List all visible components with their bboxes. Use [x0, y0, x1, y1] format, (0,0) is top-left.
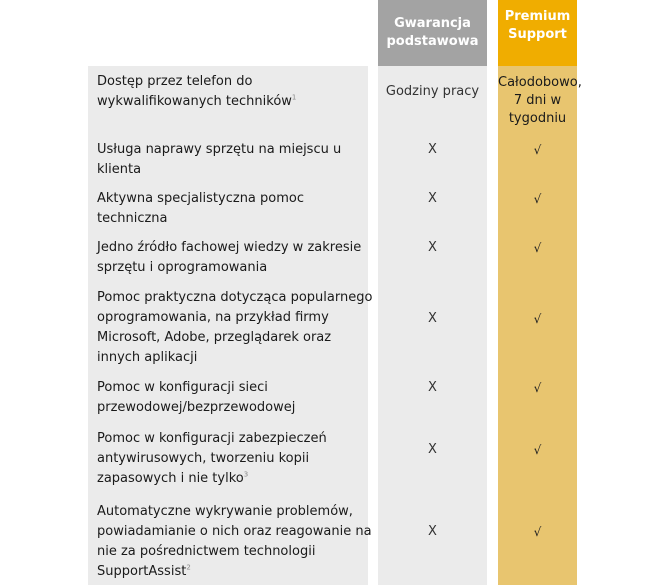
feature-text: Aktywna specjalistyczna pomoc techniczna: [97, 191, 304, 226]
basic-cell: X: [428, 380, 437, 395]
feature-text: Jedno źródło fachowej wiedzy w zakresie sprzętu i oprogramowania: [97, 240, 362, 275]
premium-check-icon: √: [533, 312, 542, 326]
premium-check-icon: √: [533, 381, 542, 395]
feature-cell: [97, 288, 377, 368]
basic-cell: Godziny pracy: [385, 84, 480, 99]
footnote-ref: 1: [291, 93, 297, 102]
header-premium-line1: Premium: [504, 9, 571, 24]
header-basic-warranty: [378, 0, 487, 66]
feature-cell: [97, 238, 377, 278]
feature-cell: [97, 502, 377, 582]
header-basic-line2: podstawowa: [386, 34, 479, 49]
feature-text: Automatyczne wykrywanie problemów, powiadamianie o nich oraz reagowanie na nie za pośrednictwem technologii SupportAssist: [97, 504, 372, 579]
feature-text: Pomoc w konfiguracji sieci przewodowej/bezprzewodowej: [97, 380, 296, 415]
feature-text: Usługa naprawy sprzętu na miejscu u klienta: [97, 142, 342, 177]
feature-cell: [97, 189, 377, 229]
basic-cell: X: [428, 311, 437, 326]
feature-cell: [97, 72, 377, 112]
header-premium-line2: Support: [508, 27, 567, 42]
premium-check-icon: √: [533, 241, 542, 255]
basic-cell: X: [428, 524, 437, 539]
feature-cell: [97, 378, 377, 418]
header-basic-line1: Gwarancja: [394, 16, 471, 31]
basic-cell: X: [428, 191, 437, 206]
feature-text: Pomoc praktyczna dotycząca popularnego oprogramowania, na przykład firmy Microsoft, Adobe, przeglądarek oraz innych aplikacji: [97, 290, 373, 365]
feature-cell: [97, 429, 377, 489]
feature-text: Pomoc w konfiguracji zabezpieczeń antywirusowych, tworzeniu kopii zapasowych i nie tylko: [97, 431, 327, 486]
feature-cell: [97, 140, 377, 180]
feature-text: Dostęp przez telefon do wykwalifikowanych techników: [97, 74, 292, 109]
premium-check-icon: √: [533, 143, 542, 157]
premium-cell: Całodobowo, 7 dni w tygodniu: [498, 75, 582, 126]
premium-check-icon: √: [533, 443, 542, 457]
basic-cell: X: [428, 142, 437, 157]
basic-cell: X: [428, 442, 437, 457]
premium-check-icon: √: [533, 192, 542, 206]
header-premium-support: [498, 0, 577, 66]
comparison-table: [88, 0, 582, 585]
footnote-ref: 2: [186, 563, 191, 572]
footnote-ref: 3: [243, 470, 249, 479]
premium-check-icon: √: [533, 525, 542, 539]
basic-cell: X: [428, 240, 437, 255]
